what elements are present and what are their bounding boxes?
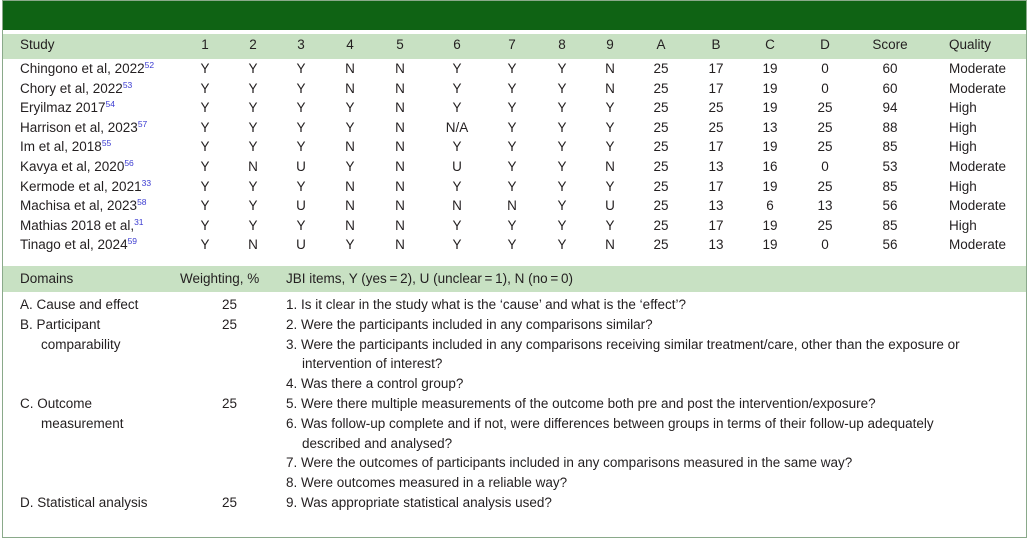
domain-weight: 25 bbox=[222, 297, 238, 312]
row-cell: Y bbox=[200, 237, 210, 253]
row-cell: Y bbox=[507, 61, 517, 76]
row-cell: N bbox=[395, 61, 405, 76]
row-cell: Y bbox=[452, 217, 462, 233]
row-cell: Y bbox=[557, 178, 567, 194]
jbi-item: 5. Were there multiple measurements of the outcome both pre and post the intervention/exposure? bbox=[286, 396, 876, 411]
row-cell: Y bbox=[507, 139, 517, 155]
reference-link[interactable]: 57 bbox=[137, 118, 148, 129]
row-cell: N/A bbox=[445, 119, 469, 135]
reference-link[interactable]: 59 bbox=[127, 236, 138, 247]
row-cell: 16 bbox=[762, 159, 778, 174]
row-cell: 13 bbox=[708, 159, 724, 174]
reference-link[interactable]: 52 bbox=[144, 60, 155, 70]
header-col-5: 5 bbox=[396, 37, 404, 52]
domain-label: C. Outcome bbox=[20, 396, 93, 411]
row-cell: Y bbox=[557, 80, 567, 96]
row-cell: 19 bbox=[762, 100, 778, 116]
domains-header-weighting: Weighting, % bbox=[180, 271, 260, 286]
header-col-3: 3 bbox=[297, 37, 305, 52]
row-quality: Moderate bbox=[949, 80, 1007, 96]
row-cell: 25 bbox=[653, 159, 669, 174]
row-cell: Y bbox=[557, 61, 567, 76]
row-quality: Moderate bbox=[949, 159, 1007, 174]
row-cell: N bbox=[248, 237, 258, 253]
row-cell: N bbox=[395, 178, 405, 194]
jbi-item: 8. Were outcomes measured in a reliable way? bbox=[286, 475, 568, 491]
row-cell: Y bbox=[557, 159, 567, 174]
domain-label: measurement bbox=[41, 415, 124, 431]
domain-weight: 25 bbox=[222, 396, 238, 411]
row-cell: U bbox=[296, 198, 306, 214]
row-cell: N bbox=[452, 198, 462, 214]
row-score: 53 bbox=[882, 159, 898, 174]
row-cell: 0 bbox=[821, 61, 829, 76]
row-cell: Y bbox=[248, 119, 258, 135]
row-study-name: Kermode et al, 2021$^{33}$ bbox=[20, 177, 152, 194]
row-quality: Moderate bbox=[949, 61, 1007, 76]
row-cell: Y bbox=[452, 80, 462, 96]
row-cell: N bbox=[395, 139, 405, 155]
row-cell: Y bbox=[605, 100, 615, 116]
row-cell: Y bbox=[296, 178, 306, 194]
row-study-name: Chingono et al, 2022$^{52}$ bbox=[20, 60, 155, 76]
row-cell: Y bbox=[345, 119, 355, 135]
row-score: 88 bbox=[882, 119, 898, 135]
row-cell: 25 bbox=[653, 100, 669, 116]
header-col-7: 7 bbox=[508, 37, 516, 52]
row-cell: N bbox=[605, 61, 615, 76]
reference-link[interactable]: 55 bbox=[101, 138, 112, 149]
row-study-name: Machisa et al, 2023$^{58}$ bbox=[20, 197, 147, 214]
row-cell: N bbox=[395, 217, 405, 233]
row-cell: 19 bbox=[762, 237, 778, 253]
row-cell: U bbox=[296, 159, 306, 174]
row-quality: High bbox=[949, 178, 977, 194]
row-cell: N bbox=[345, 217, 355, 233]
row-score: 85 bbox=[882, 139, 898, 155]
row-cell: Y bbox=[557, 100, 567, 116]
row-cell: N bbox=[345, 80, 355, 96]
row-cell: Y bbox=[507, 237, 517, 253]
row-cell: N bbox=[248, 159, 258, 174]
row-cell: Y bbox=[605, 178, 615, 194]
row-cell: Y bbox=[557, 198, 567, 214]
domains-header-domains: Domains bbox=[20, 271, 74, 286]
row-cell: 25 bbox=[653, 178, 669, 194]
row-cell: Y bbox=[200, 100, 210, 116]
row-cell: N bbox=[345, 178, 355, 194]
row-cell: U bbox=[296, 237, 306, 253]
row-cell: 25 bbox=[653, 237, 669, 253]
row-cell: Y bbox=[452, 237, 462, 253]
row-cell: N bbox=[605, 80, 615, 96]
row-quality: Moderate bbox=[949, 198, 1007, 214]
row-cell: Y bbox=[248, 217, 258, 233]
header-col-2: 2 bbox=[249, 37, 257, 52]
row-quality: High bbox=[949, 119, 977, 135]
row-cell: Y bbox=[605, 139, 615, 155]
row-score: 85 bbox=[882, 178, 898, 194]
row-cell: Y bbox=[557, 237, 567, 253]
row-cell: Y bbox=[248, 100, 258, 116]
domain-label: B. Participant bbox=[20, 316, 101, 332]
row-cell: 17 bbox=[708, 80, 724, 96]
row-cell: N bbox=[395, 100, 405, 116]
domain-weight: 25 bbox=[222, 495, 238, 510]
row-cell: 17 bbox=[708, 217, 724, 233]
row-study-name: Mathias 2018 et al,$^{31}$ bbox=[20, 216, 144, 233]
row-cell: 25 bbox=[817, 217, 833, 233]
header-col-D: D bbox=[820, 37, 830, 52]
header-score: Score bbox=[872, 37, 908, 52]
row-cell: Y bbox=[200, 139, 210, 155]
domain-label: A. Cause and effect bbox=[20, 297, 139, 312]
row-cell: Y bbox=[345, 159, 355, 174]
row-score: 60 bbox=[882, 61, 898, 76]
row-cell: 17 bbox=[708, 139, 724, 155]
jbi-item: 2. Were the participants included in any comparisons similar? bbox=[286, 316, 653, 332]
header-col-4: 4 bbox=[346, 37, 354, 52]
row-quality: Moderate bbox=[949, 237, 1007, 253]
row-cell: Y bbox=[248, 198, 258, 214]
reference-link[interactable]: 54 bbox=[105, 99, 116, 110]
row-cell: Y bbox=[248, 139, 258, 155]
row-cell: 13 bbox=[817, 198, 833, 214]
row-cell: Y bbox=[605, 217, 615, 233]
jbi-item: 9. Was appropriate statistical analysis used? bbox=[286, 495, 552, 510]
header-col-C: C bbox=[765, 37, 775, 52]
row-cell: 25 bbox=[817, 100, 833, 116]
header-col-8: 8 bbox=[558, 37, 566, 52]
jbi-item: 1. Is it clear in the study what is the ‘cause’ and what is the ‘effect’? bbox=[286, 297, 686, 312]
row-cell: Y bbox=[345, 237, 355, 253]
reference-link[interactable]: 56 bbox=[124, 158, 134, 168]
jbi-item: 4. Was there a control group? bbox=[286, 376, 464, 392]
row-cell: Y bbox=[452, 139, 462, 155]
row-cell: N bbox=[345, 61, 355, 76]
row-cell: 17 bbox=[708, 61, 724, 76]
header-col-9: 9 bbox=[606, 37, 614, 52]
row-cell: 19 bbox=[762, 139, 778, 155]
row-cell: N bbox=[507, 198, 517, 214]
row-cell: Y bbox=[507, 119, 517, 135]
row-cell: Y bbox=[248, 178, 258, 194]
row-cell: Y bbox=[452, 61, 462, 76]
row-cell: N bbox=[605, 159, 615, 174]
row-cell: 17 bbox=[708, 178, 724, 194]
row-cell: 13 bbox=[708, 198, 724, 214]
row-cell: 25 bbox=[653, 80, 669, 96]
row-cell: Y bbox=[507, 100, 517, 116]
row-cell: Y bbox=[200, 217, 210, 233]
row-study-name: Im et al, 2018$^{55}$ bbox=[20, 138, 112, 155]
row-quality: High bbox=[949, 217, 977, 233]
header-col-A: A bbox=[656, 37, 666, 52]
row-cell: Y bbox=[296, 100, 306, 116]
row-cell: 0 bbox=[821, 159, 829, 174]
row-cell: 19 bbox=[762, 178, 778, 194]
row-cell: 25 bbox=[817, 139, 833, 155]
row-quality: High bbox=[949, 100, 977, 116]
row-cell: N bbox=[395, 119, 405, 135]
row-cell: N bbox=[395, 198, 405, 214]
row-cell: 19 bbox=[762, 61, 778, 76]
row-score: 85 bbox=[882, 217, 898, 233]
row-cell: N bbox=[345, 139, 355, 155]
row-cell: Y bbox=[200, 159, 210, 174]
row-cell: 13 bbox=[708, 237, 724, 253]
row-study-name: Kavya et al, 2020$^{56}$ bbox=[20, 158, 134, 174]
row-cell: N bbox=[345, 198, 355, 214]
row-cell: 19 bbox=[762, 217, 778, 233]
row-cell: 25 bbox=[708, 119, 724, 135]
row-quality: High bbox=[949, 139, 977, 155]
row-cell: 25 bbox=[653, 61, 669, 76]
row-cell: 25 bbox=[653, 119, 669, 135]
row-cell: Y bbox=[605, 119, 615, 135]
row-cell: Y bbox=[296, 61, 306, 76]
row-cell: N bbox=[605, 237, 615, 253]
row-cell: U bbox=[605, 198, 615, 214]
row-cell: Y bbox=[200, 80, 210, 96]
row-cell: Y bbox=[248, 61, 258, 76]
row-study-name: Eryilmaz 2017$^{54}$ bbox=[20, 99, 116, 116]
row-cell: 19 bbox=[762, 80, 778, 96]
row-cell: 25 bbox=[708, 100, 724, 116]
row-cell: 0 bbox=[821, 80, 829, 96]
reference-link[interactable]: 33 bbox=[141, 177, 152, 188]
row-cell: 13 bbox=[762, 119, 778, 135]
reference-link[interactable]: 58 bbox=[137, 197, 147, 208]
row-cell: 0 bbox=[821, 237, 829, 253]
row-cell: Y bbox=[200, 119, 210, 135]
jbi-item: 6. Was follow-up complete and if not, were differences between groups in terms of their follow-up adequately bbox=[286, 415, 934, 431]
row-study-name: Harrison et al, 2023$^{57}$ bbox=[20, 118, 148, 135]
table-title-bar bbox=[3, 1, 1026, 30]
row-cell: 25 bbox=[653, 217, 669, 233]
row-cell: 25 bbox=[653, 198, 669, 214]
row-cell: 25 bbox=[653, 139, 669, 155]
row-cell: 25 bbox=[817, 178, 833, 194]
jbi-item: 3. Were the participants included in any comparisons receiving similar treatment/care, other than the exposure or bbox=[286, 336, 960, 352]
row-cell: Y bbox=[507, 217, 517, 233]
row-score: 94 bbox=[882, 100, 898, 116]
reference-link[interactable]: 53 bbox=[122, 79, 133, 90]
row-cell: Y bbox=[452, 178, 462, 194]
row-score: 56 bbox=[882, 237, 898, 253]
row-cell: Y bbox=[507, 80, 517, 96]
row-study-name: Chory et al, 2022$^{53}$ bbox=[20, 79, 133, 96]
header-col-1: 1 bbox=[201, 37, 209, 52]
jbi-item: intervention of interest? bbox=[302, 356, 443, 372]
row-cell: U bbox=[452, 159, 462, 174]
row-cell: Y bbox=[507, 159, 517, 174]
row-study-name: Tinago et al, 2024$^{59}$ bbox=[20, 236, 138, 253]
row-cell: Y bbox=[557, 217, 567, 233]
row-cell: Y bbox=[345, 100, 355, 116]
row-cell: N bbox=[395, 80, 405, 96]
domain-label: comparability bbox=[41, 336, 121, 352]
header-quality: Quality bbox=[949, 37, 992, 52]
row-cell: Y bbox=[200, 198, 210, 214]
domain-label: D. Statistical analysis bbox=[20, 495, 148, 510]
row-cell: Y bbox=[296, 139, 306, 155]
row-cell: Y bbox=[452, 100, 462, 116]
reference-link[interactable]: 31 bbox=[134, 216, 144, 227]
row-score: 60 bbox=[882, 80, 898, 96]
row-cell: Y bbox=[296, 217, 306, 233]
row-cell: Y bbox=[296, 119, 306, 135]
row-cell: 6 bbox=[766, 198, 774, 214]
row-cell: 25 bbox=[817, 119, 833, 135]
header-col-6: 6 bbox=[453, 37, 461, 52]
header-study: Study bbox=[20, 37, 55, 52]
jbi-item: described and analysed? bbox=[302, 435, 453, 451]
row-cell: Y bbox=[200, 61, 210, 76]
row-cell: Y bbox=[248, 80, 258, 96]
row-cell: Y bbox=[296, 80, 306, 96]
domains-header-items: JBI items, Y (yes = 2), U (unclear = 1), N (no = 0) bbox=[286, 271, 573, 286]
row-cell: Y bbox=[557, 139, 567, 155]
row-cell: N bbox=[395, 159, 405, 174]
row-score: 56 bbox=[882, 198, 898, 214]
row-cell: Y bbox=[200, 178, 210, 194]
jbi-item: 7. Were the outcomes of participants included in any comparisons measured in the same way? bbox=[286, 455, 853, 471]
row-cell: N bbox=[395, 237, 405, 253]
row-cell: Y bbox=[507, 178, 517, 194]
header-col-B: B bbox=[711, 37, 721, 52]
row-cell: Y bbox=[557, 119, 567, 135]
domain-weight: 25 bbox=[222, 316, 238, 332]
